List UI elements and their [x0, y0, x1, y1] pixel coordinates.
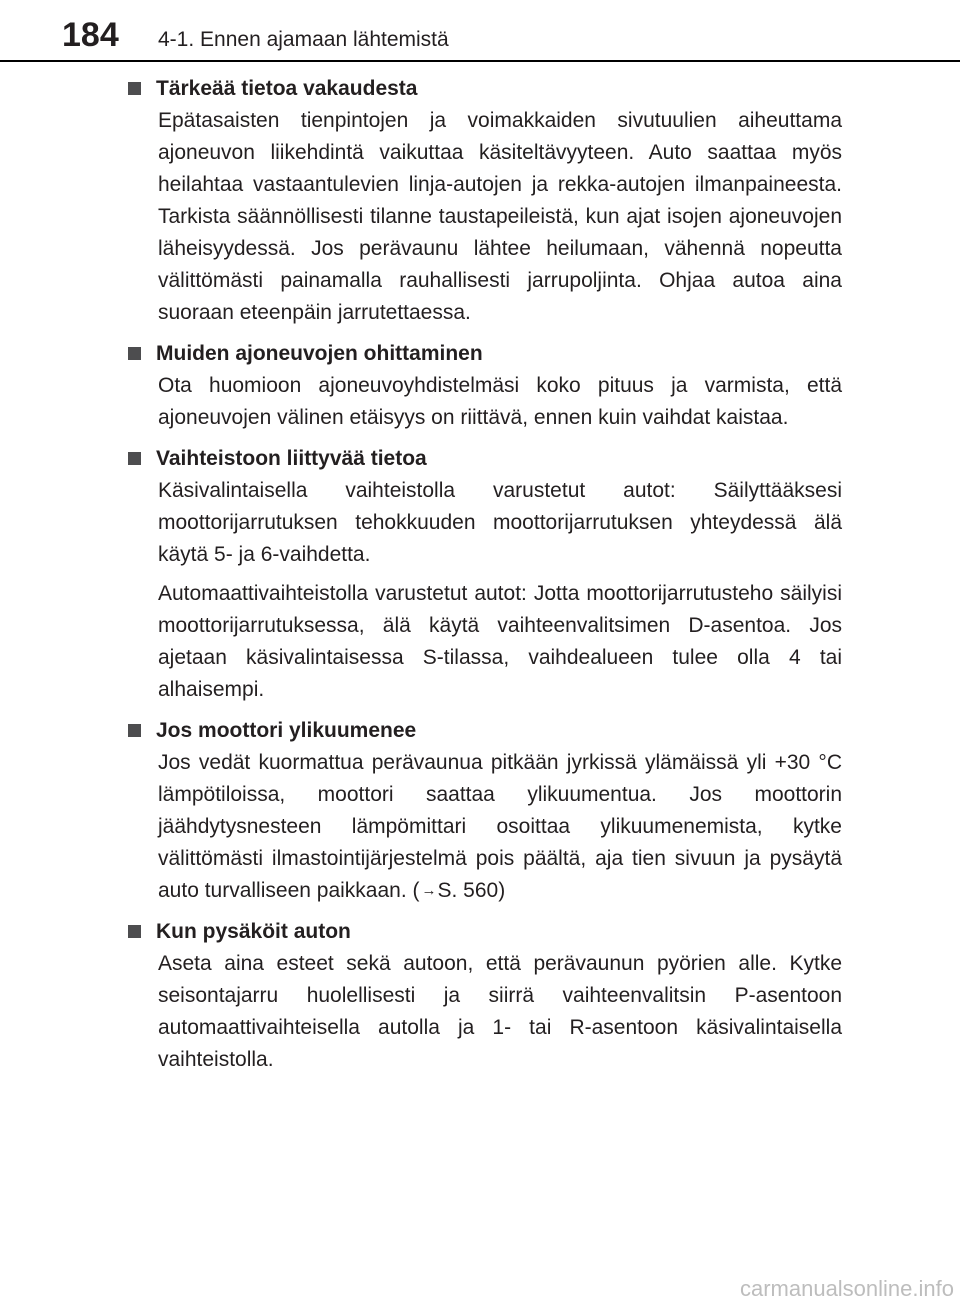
square-bullet-icon — [128, 347, 141, 360]
square-bullet-icon — [128, 82, 141, 95]
section-heading — [128, 337, 842, 370]
section-overheating — [128, 714, 842, 907]
heading-text: Muiden ajoneuvojen ohittaminen — [156, 341, 483, 365]
watermark: carmanualsonline.info — [739, 1276, 954, 1301]
arrow-right-icon: → — [421, 882, 437, 899]
paragraph: Aseta aina esteet sekä autoon, että perävaunun pyörien alle. Kytke seisontajarru huolellisesti ja siirrä vaihteenvalitsin P-asentoon automaattivaihteisella autolla ja 1- tai R-asentoon käsivalintaisella vaihteistolla. — [158, 952, 842, 1071]
page-number: 184 — [62, 16, 119, 54]
square-bullet-icon — [128, 925, 141, 938]
paragraph: Ota huomioon ajoneuvoyhdistelmäsi koko pituus ja varmista, että ajoneuvojen välinen etäisyys on riittävä, ennen kuin vaihdat kaistaa. — [158, 374, 842, 429]
paragraph — [158, 747, 842, 907]
heading-text: Tärkeää tietoa vakaudesta — [156, 76, 418, 100]
section-heading — [128, 714, 842, 747]
section-heading — [128, 442, 842, 475]
paragraph-text: Jos vedät kuormattua perävaunua pitkään jyrkissä ylämäissä yli +30 °C lämpötiloissa, moottori saattaa ylikuumentua. Jos moottorin jäähdytysnesteen lämpömittari osoittaa ylikuumenemista, kytke välittömästi ilmastointijärjestelmä pois päältä, aja tien sivuun ja pysäytä auto turvalliseen paikkaan. ( — [158, 751, 842, 902]
paragraph: Automaattivaihteistolla varustetut autot: Jotta moottorijarrutusteho säilyisi moottorijarrutuksessa, älä käytä vaihteenvalitsimen D-asentoa. Jos ajetaan käsivalintaisessa S-tilassa, vaihdealueen tulee olla 4 tai alhaisempi. — [158, 582, 842, 701]
section-stability — [128, 72, 842, 329]
square-bullet-icon — [128, 724, 141, 737]
section-transmission — [128, 442, 842, 706]
section-overtaking — [128, 337, 842, 434]
section-title: 4-1. Ennen ajamaan lähtemistä — [158, 28, 449, 51]
page-reference-link[interactable]: S. 560) — [437, 879, 506, 902]
section-parking — [128, 915, 842, 1076]
square-bullet-icon — [128, 452, 141, 465]
section-heading — [128, 72, 842, 105]
heading-text: Jos moottori ylikuumenee — [156, 718, 417, 742]
paragraph: Epätasaisten tienpintojen ja voimakkaiden sivutuulien aiheuttama ajoneuvon liikehdintä vaikuttaa käsiteltävyyteen. Auto saattaa myös heilahtaa vastaantulevien linja-autojen ja rekka-autojen ilmanpaineesta. Tarkista säännöllisesti tilanne taustapeileistä, kun ajat isojen ajoneuvojen läheisyydessä. Jos perävaunu lähtee heilumaan, vähennä nopeutta välittömästi painamalla rauhallisesti jarrupoljinta. Ohjaa autoa aina suoraan eteenpäin jarrutettaessa. — [158, 109, 842, 324]
page-header — [0, 0, 960, 62]
heading-text: Kun pysäköit auton — [156, 919, 351, 943]
paragraph: Käsivalintaisella vaihteistolla varustetut autot: Säilyttääksesi moottorijarrutuksen tehokkuuden moottorijarrutuksen yhteydessä älä käytä 5- ja 6-vaihdetta. — [158, 479, 842, 566]
heading-text: Vaihteistoon liittyvää tietoa — [156, 446, 427, 470]
header-rule — [0, 60, 960, 62]
page-content — [128, 72, 842, 1084]
section-heading — [128, 915, 842, 948]
